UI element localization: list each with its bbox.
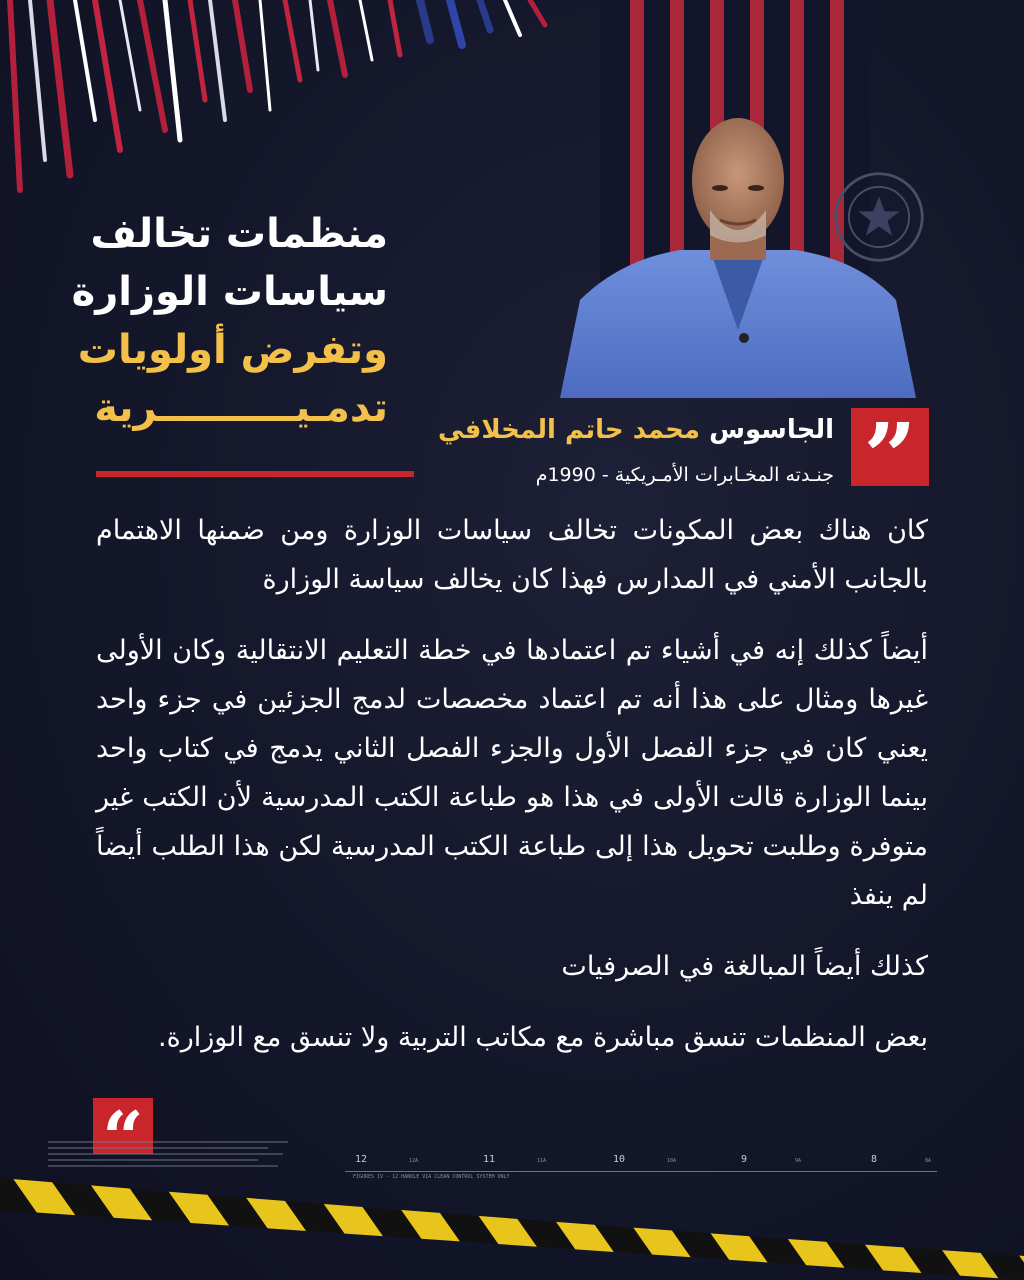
divider-rule [96, 471, 414, 477]
paragraph: كذلك أيضاً المبالغة في الصرفيات [561, 951, 928, 982]
ruler-mark: 12 [355, 1154, 368, 1165]
opening-quote-badge [851, 403, 929, 511]
ruler-mark: 9 [741, 1154, 748, 1165]
quote-body [96, 506, 928, 1084]
paragraph: أيضاً كذلك إنه في أشياء تم اعتمادها في خطة التعليم الانتقالية وكان الأولى غيرها ومثال على هذا أنه تم اعتماد مخصصات لدمج الجزئين في جزء واحد يعني كان في جزء الفصل الأول والجزء الفصل الثاني يدمج في كتاب واحد بينما الوزارة قالت الأولى في هذا هو طباعة الكتب المدرسية لأن الكتب غير متوفرة وطلبت تحويل هذا إلى طباعة الكتب المدرسية لكن هذا الطلب أيضاً لم ينفذ [96, 635, 928, 911]
spy-name: محمد حاتم المخلافي [438, 415, 701, 445]
ruler-caption: FIGURES IV - 12 HANDLE VIA CLEAN CONTROL SYSTEM ONLY [353, 1174, 510, 1180]
headline-line-4: تدمـيــــــــــرية [94, 385, 388, 431]
quote-icon: ” [863, 403, 917, 511]
paragraph: بعض المنظمات تنسق مباشرة مع مكاتب التربية ولا تنسق مع الوزارة. [158, 1022, 928, 1053]
spy-recruitment: جنـدته المخـابرات الأمـريكية - 1990م [535, 464, 834, 486]
headline-line-2: سياسات الوزارة [71, 269, 388, 315]
ruler-minor-mark: 9A [795, 1158, 802, 1164]
ruler-mark: 11 [483, 1154, 496, 1165]
paragraph: كان هناك بعض المكونات تخالف سياسات الوزارة ومن ضمنها الاهتمام بالجانب الأمني في المدارس فهذا كان يخالف سياسة الوزارة [96, 515, 928, 595]
spy-title [438, 410, 834, 450]
spy-portrait-photo [560, 110, 916, 398]
ruler-minor-mark: 12A [409, 1158, 419, 1164]
paint-splash-decoration [0, 0, 560, 200]
quote-icon: “ [102, 1095, 144, 1180]
headline-line-1: منظمات تخالف [90, 211, 388, 257]
headline [58, 205, 388, 437]
ruler-minor-mark: 8A [925, 1158, 932, 1164]
ruler-mark: 8 [871, 1154, 878, 1165]
ruler-mark: 10 [613, 1154, 626, 1165]
ruler-minor-mark: 10A [667, 1158, 677, 1164]
spy-label: الجاسوس [709, 415, 834, 445]
caution-tape-decoration [0, 1160, 1024, 1280]
headline-line-3: وتفرض أولويات [77, 327, 388, 373]
ruler-minor-mark: 11A [537, 1158, 547, 1164]
